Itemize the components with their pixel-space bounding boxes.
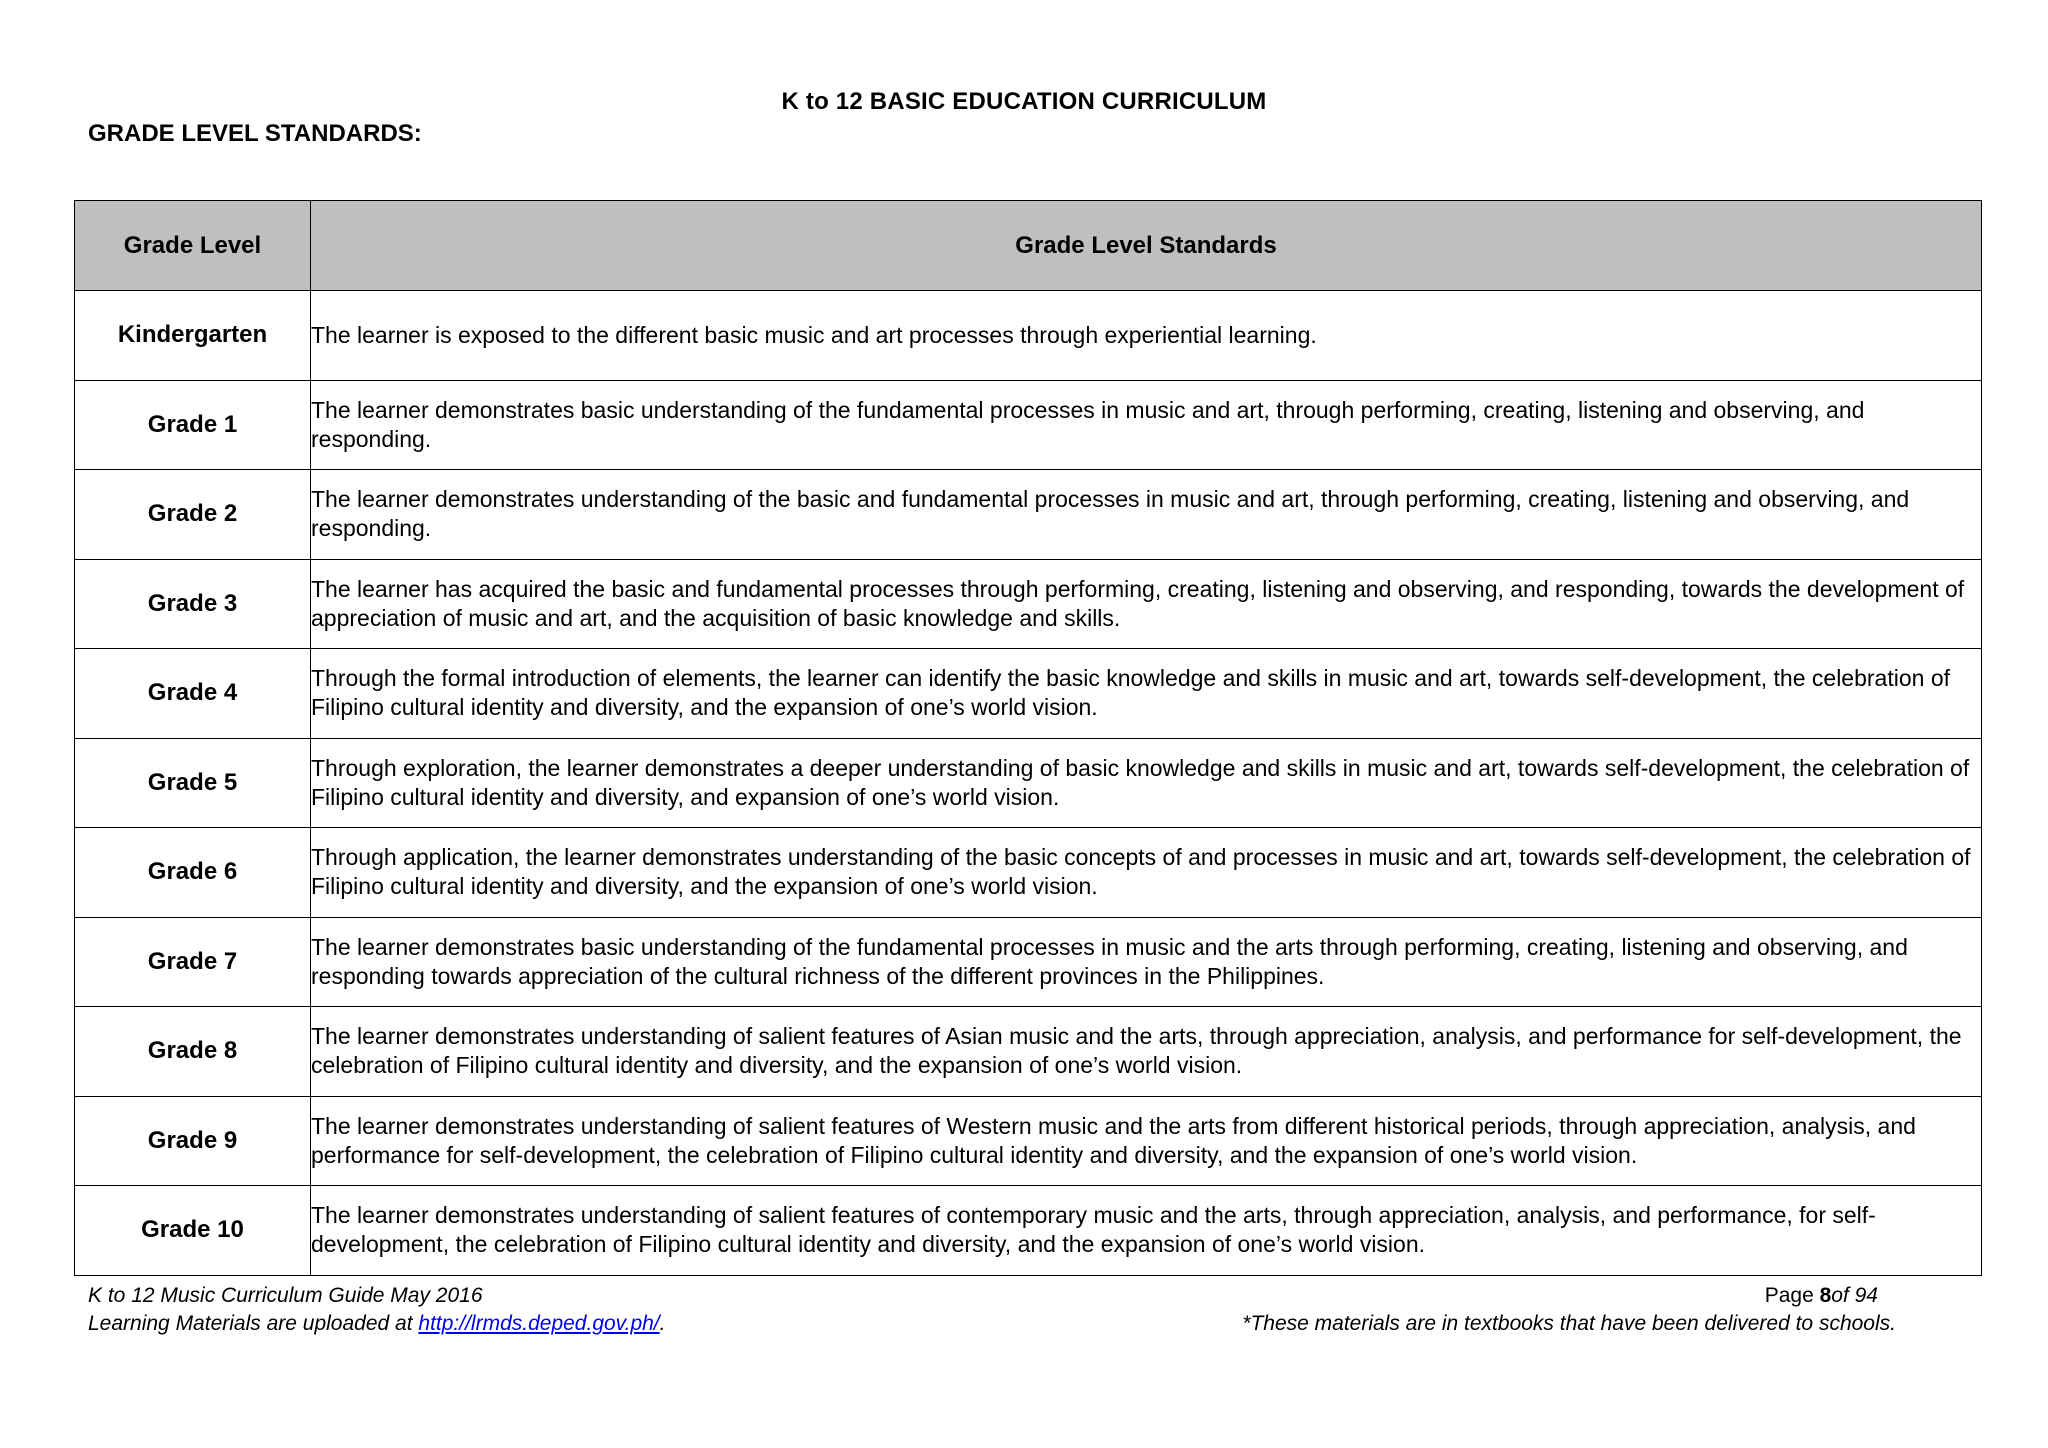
grade-cell: Grade 9 <box>75 1096 311 1186</box>
table-row <box>75 1007 1982 1097</box>
page-indicator <box>1765 1282 1878 1310</box>
table-row <box>75 291 1982 381</box>
table-row <box>75 828 1982 918</box>
standard-cell: Through the formal introduction of elements, the learner can identify the basic knowledge and skills in music and art, towards self-development, the celebration of Filipino cultural identity and diversity, and the expansion of one’s world vision. <box>311 649 1982 739</box>
grade-cell: Kindergarten <box>75 291 311 381</box>
grade-cell: Grade 8 <box>75 1007 311 1097</box>
grade-cell: Grade 3 <box>75 559 311 649</box>
standard-cell: The learner demonstrates basic understanding of the fundamental processes in music and art, through performing, creating, listening and observing, and responding. <box>311 380 1982 470</box>
page-label: Page <box>1764 1284 1820 1307</box>
footer-guide-title: K to 12 Music Curriculum Guide May 2016 <box>88 1284 483 1307</box>
grade-cell: Grade 6 <box>75 828 311 918</box>
table-row <box>75 649 1982 739</box>
footer-note: *These materials are in textbooks that have been delivered to schools. <box>1242 1312 1896 1335</box>
grade-cell: Grade 7 <box>75 917 311 1007</box>
table-row <box>75 559 1982 649</box>
table-header-row <box>75 201 1982 291</box>
grade-cell: Grade 10 <box>75 1186 311 1276</box>
column-header-grade-level-standards: Grade Level Standards <box>311 201 1982 291</box>
standard-cell: Through application, the learner demonstrates understanding of the basic concepts of and processes in music and art, towards self-development, the celebration of Filipino cultural identity and diversity, and the expansion of one’s world vision. <box>311 828 1982 918</box>
standard-cell: The learner is exposed to the different basic music and art processes through experiential learning. <box>311 291 1982 381</box>
footer-upload-suffix: . <box>659 1312 666 1335</box>
grade-cell: Grade 2 <box>75 470 311 560</box>
standard-cell: The learner has acquired the basic and fundamental processes through performing, creating, listening and observing, and responding, towards the development of appreciation of music and art, and the acquisition of basic knowledge and skills. <box>311 559 1982 649</box>
page-total: of 94 <box>1831 1284 1878 1307</box>
page-number: 8 <box>1819 1284 1832 1307</box>
standard-cell: The learner demonstrates understanding of salient features of contemporary music and the arts, through appreciation, analysis, and performance, for self-development, the celebration of Filipino cultural identity and diversity, and the expansion of one’s world vision. <box>311 1186 1982 1276</box>
table-row <box>75 470 1982 560</box>
section-heading: GRADE LEVEL STANDARDS: <box>88 120 422 147</box>
standard-cell: The learner demonstrates basic understanding of the fundamental processes in music and the arts through performing, creating, listening and observing, and responding towards appreciation of the cultural richness of the different provinces in the Philippines. <box>311 917 1982 1007</box>
footer-upload-line <box>88 1310 666 1338</box>
standard-cell: The learner demonstrates understanding of salient features of Western music and the arts from different historical periods, through appreciation, analysis, and performance for self-development, the celebration of Filipino cultural identity and diversity, and the expansion of one’s world vision. <box>311 1096 1982 1186</box>
table-row <box>75 738 1982 828</box>
lrmds-link[interactable]: http://lrmds.deped.gov.ph/ <box>418 1312 660 1335</box>
standard-cell: The learner demonstrates understanding of the basic and fundamental processes in music and art, through performing, creating, listening and observing, and responding. <box>311 470 1982 560</box>
column-header-grade-level: Grade Level <box>75 201 311 291</box>
grade-cell: Grade 1 <box>75 380 311 470</box>
table-row <box>75 1096 1982 1186</box>
standard-cell: The learner demonstrates understanding of salient features of Asian music and the arts, through appreciation, analysis, and performance for self-development, the celebration of Filipino cultural identity and diversity, and the expansion of one’s world vision. <box>311 1007 1982 1097</box>
grade-level-standards-table <box>74 200 1982 1276</box>
table-row <box>75 917 1982 1007</box>
table-row <box>75 380 1982 470</box>
footer-upload-prefix: Learning Materials are uploaded at <box>88 1312 419 1335</box>
footer-left <box>88 1282 666 1338</box>
document-title: K to 12 BASIC EDUCATION CURRICULUM <box>781 88 1267 115</box>
grade-cell: Grade 4 <box>75 649 311 739</box>
table-row <box>75 1186 1982 1276</box>
grade-cell: Grade 5 <box>75 738 311 828</box>
standard-cell: Through exploration, the learner demonstrates a deeper understanding of basic knowledge and skills in music and art, towards self-development, the celebration of Filipino cultural identity and diversity, and expansion of one’s world vision. <box>311 738 1982 828</box>
